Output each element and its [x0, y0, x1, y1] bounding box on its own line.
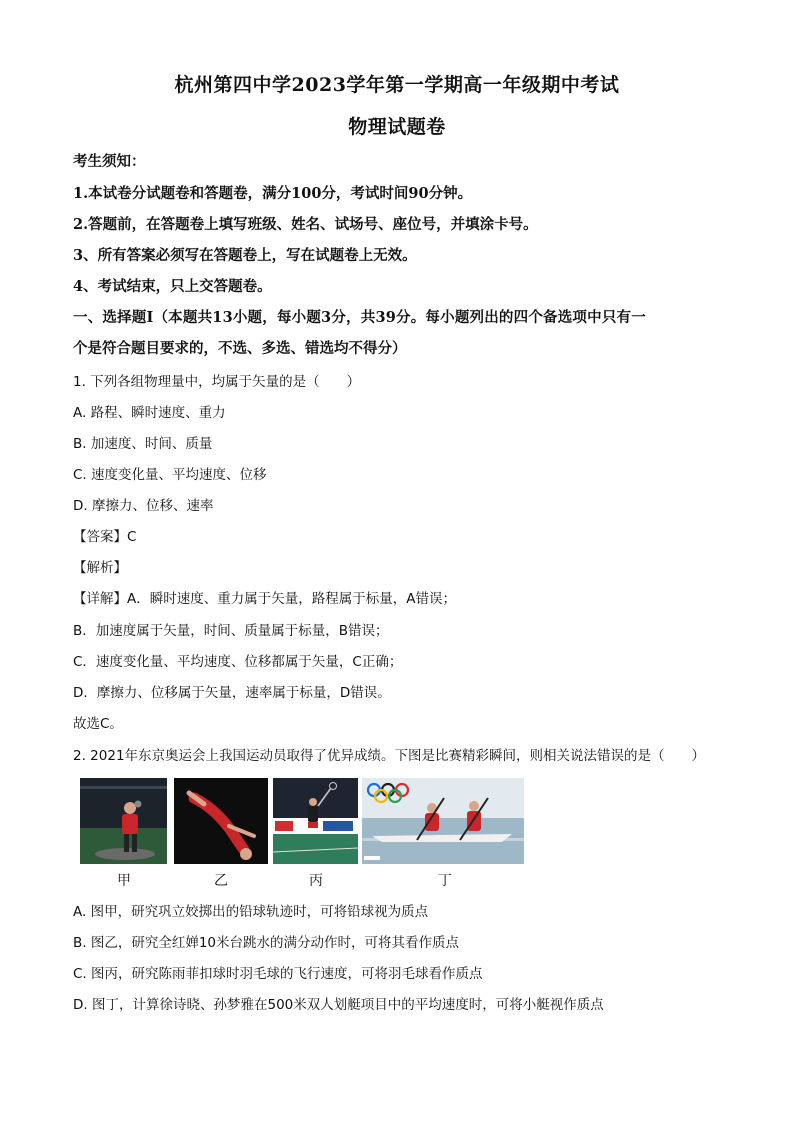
- caption-bing: 丙: [309, 873, 323, 889]
- shot-put-illustration: [80, 778, 167, 864]
- diving-illustration: [174, 778, 268, 864]
- caption-yi: 乙: [214, 873, 228, 889]
- notice-item: 4、考试结束，只上交答题卷。: [73, 278, 272, 295]
- q1-detail: C．速度变化量、平均速度、位移都属于矢量，C正确；: [73, 654, 403, 670]
- q2-option-a: A. 图甲，研究巩立姣掷出的铅球轨迹时，可将铅球视为质点: [73, 904, 429, 920]
- q1-analysis-heading: 【解析】: [73, 560, 127, 576]
- q2-option-b: B. 图乙，研究全红婵10米台跳水的满分动作时，可将其看作质点: [73, 935, 460, 951]
- q1-detail: 【详解】A．瞬时速度、重力属于矢量，路程属于标量，A错误；: [73, 591, 456, 607]
- q1-detail: D．摩擦力、位移属于矢量，速率属于标量，D错误。: [73, 685, 391, 701]
- question-2-stem: 2. 2021年东京奥运会上我国运动员取得了优异成绩。下图是比赛精彩瞬间，则相关说法错误的是（ ）: [73, 748, 706, 764]
- section-heading-cont: 个是符合题目要求的，不选、多选、错选均不得分）: [73, 340, 407, 357]
- notice-item: 2.答题前，在答题卷上填写班级、姓名、试场号、座位号，并填涂卡号。: [73, 216, 538, 233]
- badminton-illustration: [273, 778, 358, 864]
- caption-jia: 甲: [117, 873, 131, 889]
- notice-item: 3、所有答案必须写在答题卷上，写在试题卷上无效。: [73, 247, 417, 264]
- photo-diving: [174, 778, 268, 864]
- caption-ding: 丁: [438, 873, 452, 889]
- q1-detail: B．加速度属于矢量，时间、质量属于标量，B错误；: [73, 623, 389, 639]
- q1-option-b: B. 加速度、时间、质量: [73, 436, 213, 452]
- photo-shot-put: [80, 778, 167, 864]
- exam-title: 杭州第四中学2023学年第一学期高一年级期中考试: [174, 74, 620, 96]
- canoe-illustration: [362, 778, 524, 864]
- q1-option-a: A. 路程、瞬时速度、重力: [73, 405, 226, 421]
- photo-badminton: [273, 778, 358, 864]
- photo-canoe: [362, 778, 524, 864]
- q2-option-d: D. 图丁，计算徐诗晓、孙梦雅在500米双人划艇项目中的平均速度时，可将小艇视作质点: [73, 997, 604, 1013]
- q1-answer: 【答案】C: [73, 529, 137, 545]
- notice-heading: 考生须知：: [73, 153, 146, 170]
- notice-item: 1.本试卷分试题卷和答题卷，满分100分，考试时间90分钟。: [73, 185, 473, 202]
- q1-option-c: C. 速度变化量、平均速度、位移: [73, 467, 267, 483]
- question-1-stem: 1. 下列各组物理量中，均属于矢量的是（ ）: [73, 374, 361, 390]
- q1-conclusion: 故选C。: [73, 716, 123, 732]
- section-heading: 一、选择题Ⅰ（本题共13小题，每小题3分，共39分。每小题列出的四个备选项中只有一: [73, 309, 646, 326]
- exam-subtitle: 物理试题卷: [348, 116, 446, 138]
- q1-option-d: D. 摩擦力、位移、速率: [73, 498, 214, 514]
- q2-option-c: C. 图丙，研究陈雨菲扣球时羽毛球的飞行速度，可将羽毛球看作质点: [73, 966, 483, 982]
